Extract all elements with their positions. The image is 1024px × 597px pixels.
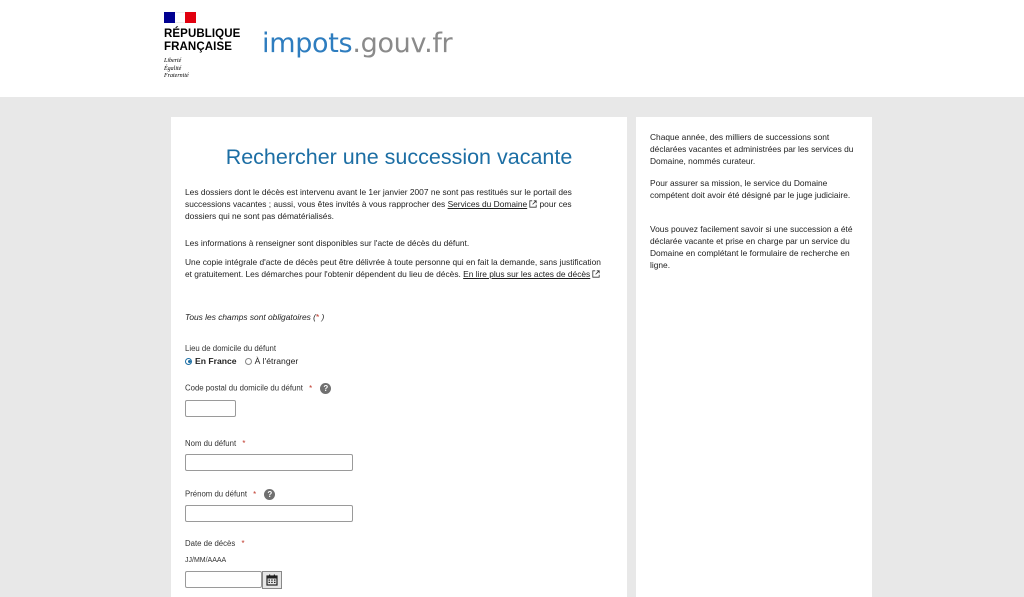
services-domaine-link[interactable] <box>448 199 528 209</box>
date-label <box>185 539 245 548</box>
nom-input[interactable] <box>185 454 353 471</box>
devise-liberte: Liberté <box>164 58 182 64</box>
date-format-hint: JJ/MM/AAAA <box>185 557 227 564</box>
domicile-label: Lieu de domicile du défunt <box>185 344 277 353</box>
sidebar-paragraph-1: Chaque année, des milliers de successions sont déclarées vacantes et administrées par les services du Domaine, nommés curateur. <box>650 132 854 166</box>
actes-deces-link[interactable] <box>463 269 590 279</box>
prenom-input[interactable] <box>185 505 353 522</box>
logo-part-impots: impots <box>262 28 353 59</box>
logo-line-2: FRANÇAISE <box>164 41 232 53</box>
radio-etranger[interactable] <box>245 358 252 365</box>
radio-en-france-label[interactable]: En France <box>195 356 237 366</box>
copy-text: Une copie intégrale d'acte de décès peut être délivrée à toute personne qui en fait la demande, sans justification et gratuitement. Les démarches pour l'obtenir dépendent du lieu de décès. <box>185 257 601 280</box>
actes-deces-link-text: En lire plus sur les actes de décès <box>463 269 591 280</box>
external-link-icon <box>529 200 537 208</box>
radio-en-france[interactable] <box>185 358 192 365</box>
logo-part-domain: .gouv.fr <box>352 28 453 59</box>
required-star: * <box>309 383 313 393</box>
prenom-label <box>185 489 275 500</box>
services-domaine-link-text: Services du Domaine <box>447 199 528 210</box>
required-note-close: ) <box>319 312 325 322</box>
required-star: * <box>242 439 246 448</box>
calendar-button[interactable] <box>262 571 282 589</box>
domicile-radio-group <box>185 356 298 366</box>
page-title: Rechercher une succession vacante <box>225 145 573 169</box>
postal-code-input[interactable] <box>185 400 236 417</box>
devise-fraternite: Fraternité <box>164 73 189 79</box>
postal-code-label-text: Code postal du domicile du défunt <box>185 383 303 393</box>
required-star: * <box>253 489 257 499</box>
republique-francaise-logo[interactable] <box>164 12 240 81</box>
help-icon[interactable]: ? <box>320 383 331 394</box>
sidebar-paragraph-3: Vous pouvez facilement savoir si une succession a été déclarée vacante et prise en charge par un service du Domaine en complétant le formulaire de recherche en ligne. <box>650 224 853 270</box>
postal-code-label <box>185 383 331 394</box>
required-star: * <box>241 539 245 548</box>
sidebar-paragraph-2: Pour assurer sa mission, le service du Domaine compétent doit avoir été désigné par le juge judiciaire. <box>650 178 851 200</box>
info-sidebar <box>636 117 872 597</box>
date-input[interactable] <box>185 571 262 588</box>
search-form-card <box>171 117 627 597</box>
required-star: * <box>315 312 320 322</box>
logo-line-1: RÉPUBLIQUE <box>164 28 241 40</box>
info-paragraph: Les informations à renseigner sont disponibles sur l'acte de décès du défunt. <box>185 238 470 248</box>
intro-text-after: pour ces dossiers qui ne sont pas dématérialisés. <box>185 199 572 222</box>
required-fields-note <box>185 312 324 322</box>
radio-etranger-label[interactable]: À l'étranger <box>254 356 299 366</box>
intro-text-before: Les dossiers dont le décès est intervenu avant le 1er janvier 2007 ne sont pas restitués sur le portail des successions vacantes ; aussi, vous êtes invités à vous rapprocher des <box>185 187 572 210</box>
flag-icon <box>164 12 196 23</box>
nom-label-text: Nom du défunt <box>185 439 237 448</box>
external-link-icon <box>592 270 600 278</box>
impots-gouv-logo[interactable] <box>262 28 452 59</box>
required-note-text: Tous les champs sont obligatoires ( <box>185 312 316 322</box>
copy-paragraph <box>185 256 605 280</box>
calendar-icon <box>266 574 278 586</box>
prenom-label-text: Prénom du défunt <box>185 489 247 499</box>
site-header <box>0 0 1024 97</box>
devise-egalite: Égalité <box>164 65 182 72</box>
intro-paragraph <box>185 186 605 223</box>
nom-label <box>185 439 245 448</box>
date-label-text: Date de décès <box>185 539 236 548</box>
help-icon[interactable]: ? <box>264 489 275 500</box>
